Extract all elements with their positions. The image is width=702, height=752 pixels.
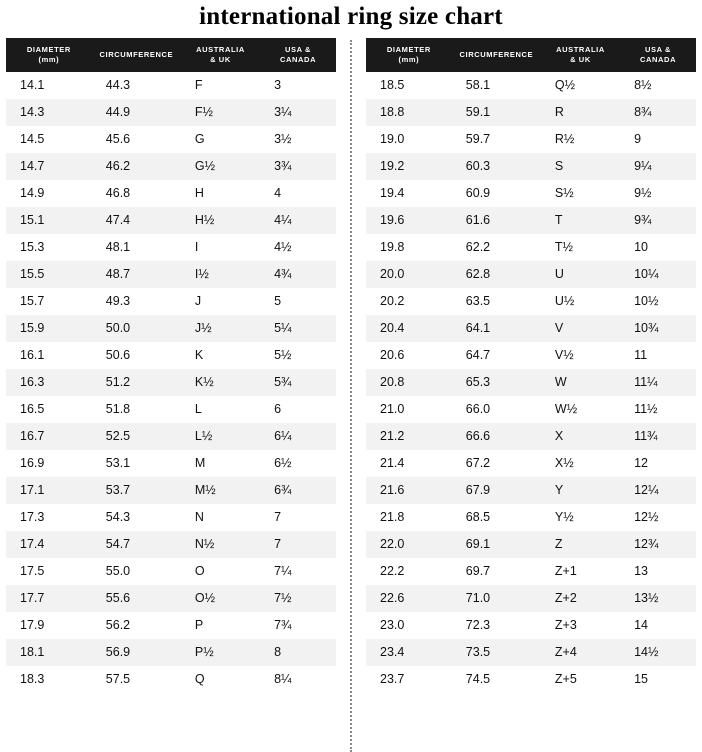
cell-circumference: 51.8 bbox=[92, 396, 181, 423]
cell-australia-uk: U½ bbox=[541, 288, 620, 315]
column-header-australia-uk-line1: AUSTRALIA bbox=[556, 45, 605, 54]
cell-australia-uk: U bbox=[541, 261, 620, 288]
cell-circumference: 54.7 bbox=[92, 531, 181, 558]
cell-circumference: 45.6 bbox=[92, 126, 181, 153]
right-table-body bbox=[366, 72, 696, 693]
right-table-header bbox=[366, 38, 696, 72]
table-row bbox=[6, 72, 336, 99]
cell-diameter: 16.7 bbox=[6, 423, 92, 450]
cell-circumference: 48.1 bbox=[92, 234, 181, 261]
cell-australia-uk: V½ bbox=[541, 342, 620, 369]
cell-australia-uk: X½ bbox=[541, 450, 620, 477]
column-header-usa-canada bbox=[620, 38, 696, 72]
cell-australia-uk: P bbox=[181, 612, 260, 639]
table-row bbox=[6, 369, 336, 396]
cell-australia-uk: S½ bbox=[541, 180, 620, 207]
cell-usa-canada: 6¾ bbox=[260, 477, 336, 504]
cell-australia-uk: K bbox=[181, 342, 260, 369]
cell-circumference: 61.6 bbox=[452, 207, 541, 234]
cell-usa-canada: 15 bbox=[620, 666, 696, 693]
table-row bbox=[366, 558, 696, 585]
cell-australia-uk: I½ bbox=[181, 261, 260, 288]
cell-diameter: 14.9 bbox=[6, 180, 92, 207]
cell-usa-canada: 7¾ bbox=[260, 612, 336, 639]
cell-usa-canada: 5 bbox=[260, 288, 336, 315]
cell-circumference: 63.5 bbox=[452, 288, 541, 315]
cell-circumference: 47.4 bbox=[92, 207, 181, 234]
cell-usa-canada: 12¼ bbox=[620, 477, 696, 504]
cell-circumference: 52.5 bbox=[92, 423, 181, 450]
cell-diameter: 19.2 bbox=[366, 153, 452, 180]
cell-usa-canada: 10¾ bbox=[620, 315, 696, 342]
vertical-dotted-divider bbox=[347, 40, 355, 752]
cell-circumference: 56.2 bbox=[92, 612, 181, 639]
cell-usa-canada: 8 bbox=[260, 639, 336, 666]
table-row bbox=[366, 423, 696, 450]
cell-circumference: 44.3 bbox=[92, 72, 181, 99]
cell-circumference: 49.3 bbox=[92, 288, 181, 315]
table-row bbox=[366, 504, 696, 531]
cell-circumference: 59.1 bbox=[452, 99, 541, 126]
table-row bbox=[6, 342, 336, 369]
cell-australia-uk: G½ bbox=[181, 153, 260, 180]
cell-usa-canada: 3 bbox=[260, 72, 336, 99]
cell-usa-canada: 10½ bbox=[620, 288, 696, 315]
table-row bbox=[366, 261, 696, 288]
cell-circumference: 62.8 bbox=[452, 261, 541, 288]
cell-usa-canada: 3¾ bbox=[260, 153, 336, 180]
column-header-usa-canada-line1: USA & bbox=[285, 45, 312, 54]
header-row bbox=[6, 38, 336, 72]
table-row bbox=[6, 261, 336, 288]
cell-usa-canada: 11 bbox=[620, 342, 696, 369]
table-row bbox=[366, 315, 696, 342]
table-row bbox=[366, 450, 696, 477]
table-row bbox=[366, 234, 696, 261]
cell-diameter: 15.5 bbox=[6, 261, 92, 288]
cell-diameter: 15.1 bbox=[6, 207, 92, 234]
cell-australia-uk: T½ bbox=[541, 234, 620, 261]
cell-usa-canada: 11¾ bbox=[620, 423, 696, 450]
cell-usa-canada: 13½ bbox=[620, 585, 696, 612]
cell-usa-canada: 4 bbox=[260, 180, 336, 207]
cell-diameter: 17.4 bbox=[6, 531, 92, 558]
cell-australia-uk: V bbox=[541, 315, 620, 342]
cell-circumference: 72.3 bbox=[452, 612, 541, 639]
cell-australia-uk: S bbox=[541, 153, 620, 180]
cell-diameter: 14.1 bbox=[6, 72, 92, 99]
cell-australia-uk: Z+3 bbox=[541, 612, 620, 639]
cell-australia-uk: Z+5 bbox=[541, 666, 620, 693]
cell-diameter: 17.9 bbox=[6, 612, 92, 639]
cell-australia-uk: R½ bbox=[541, 126, 620, 153]
cell-diameter: 22.6 bbox=[366, 585, 452, 612]
table-row bbox=[366, 585, 696, 612]
cell-usa-canada: 7¼ bbox=[260, 558, 336, 585]
table-row bbox=[6, 288, 336, 315]
cell-australia-uk: F bbox=[181, 72, 260, 99]
ring-size-table-left bbox=[6, 38, 336, 693]
cell-diameter: 21.6 bbox=[366, 477, 452, 504]
cell-australia-uk: Q½ bbox=[541, 72, 620, 99]
table-row bbox=[6, 180, 336, 207]
cell-australia-uk: Y bbox=[541, 477, 620, 504]
table-row bbox=[366, 396, 696, 423]
cell-usa-canada: 6 bbox=[260, 396, 336, 423]
cell-circumference: 68.5 bbox=[452, 504, 541, 531]
cell-diameter: 21.8 bbox=[366, 504, 452, 531]
cell-diameter: 18.5 bbox=[366, 72, 452, 99]
cell-australia-uk: X bbox=[541, 423, 620, 450]
cell-australia-uk: N bbox=[181, 504, 260, 531]
column-header-australia-uk-line2: & UK bbox=[570, 55, 591, 64]
column-header-usa-canada-line2: CANADA bbox=[639, 55, 677, 64]
column-header-diameter-line2: (mm) bbox=[38, 55, 60, 64]
cell-australia-uk: H bbox=[181, 180, 260, 207]
cell-usa-canada: 8¼ bbox=[260, 666, 336, 693]
cell-diameter: 20.8 bbox=[366, 369, 452, 396]
cell-australia-uk: F½ bbox=[181, 99, 260, 126]
cell-australia-uk: I bbox=[181, 234, 260, 261]
table-row bbox=[366, 207, 696, 234]
cell-usa-canada: 9¾ bbox=[620, 207, 696, 234]
cell-diameter: 19.8 bbox=[366, 234, 452, 261]
cell-circumference: 56.9 bbox=[92, 639, 181, 666]
cell-usa-canada: 11¼ bbox=[620, 369, 696, 396]
cell-diameter: 14.7 bbox=[6, 153, 92, 180]
table-row bbox=[366, 126, 696, 153]
column-header-diameter bbox=[6, 38, 92, 72]
table-row bbox=[6, 450, 336, 477]
table-row bbox=[366, 477, 696, 504]
table-row bbox=[6, 639, 336, 666]
cell-diameter: 16.3 bbox=[6, 369, 92, 396]
cell-usa-canada: 13 bbox=[620, 558, 696, 585]
cell-usa-canada: 14½ bbox=[620, 639, 696, 666]
dotted-line bbox=[350, 40, 352, 752]
cell-circumference: 50.6 bbox=[92, 342, 181, 369]
cell-diameter: 21.0 bbox=[366, 396, 452, 423]
cell-usa-canada: 3¼ bbox=[260, 99, 336, 126]
column-header-usa-canada bbox=[260, 38, 336, 72]
cell-usa-canada: 9½ bbox=[620, 180, 696, 207]
column-header-australia-uk-line1: AUSTRALIA bbox=[196, 45, 245, 54]
cell-australia-uk: W bbox=[541, 369, 620, 396]
column-header-australia-uk bbox=[541, 38, 620, 72]
cell-usa-canada: 6½ bbox=[260, 450, 336, 477]
cell-australia-uk: N½ bbox=[181, 531, 260, 558]
cell-usa-canada: 7½ bbox=[260, 585, 336, 612]
cell-circumference: 54.3 bbox=[92, 504, 181, 531]
cell-circumference: 74.5 bbox=[452, 666, 541, 693]
table-row bbox=[366, 612, 696, 639]
cell-diameter: 18.1 bbox=[6, 639, 92, 666]
cell-circumference: 64.1 bbox=[452, 315, 541, 342]
table-row bbox=[6, 585, 336, 612]
cell-diameter: 14.3 bbox=[6, 99, 92, 126]
cell-circumference: 55.0 bbox=[92, 558, 181, 585]
cell-diameter: 20.4 bbox=[366, 315, 452, 342]
table-row bbox=[6, 234, 336, 261]
cell-australia-uk: M½ bbox=[181, 477, 260, 504]
table-row bbox=[6, 666, 336, 693]
cell-diameter: 16.9 bbox=[6, 450, 92, 477]
cell-diameter: 22.2 bbox=[366, 558, 452, 585]
cell-diameter: 19.6 bbox=[366, 207, 452, 234]
cell-circumference: 53.7 bbox=[92, 477, 181, 504]
cell-circumference: 50.0 bbox=[92, 315, 181, 342]
table-row bbox=[366, 639, 696, 666]
cell-usa-canada: 3½ bbox=[260, 126, 336, 153]
cell-usa-canada: 4½ bbox=[260, 234, 336, 261]
cell-australia-uk: P½ bbox=[181, 639, 260, 666]
cell-usa-canada: 5½ bbox=[260, 342, 336, 369]
cell-australia-uk: O½ bbox=[181, 585, 260, 612]
cell-diameter: 17.3 bbox=[6, 504, 92, 531]
cell-usa-canada: 11½ bbox=[620, 396, 696, 423]
cell-usa-canada: 4¼ bbox=[260, 207, 336, 234]
right-table-wrapper bbox=[366, 38, 696, 693]
cell-diameter: 17.7 bbox=[6, 585, 92, 612]
cell-australia-uk: Z+1 bbox=[541, 558, 620, 585]
cell-australia-uk: Z+4 bbox=[541, 639, 620, 666]
cell-usa-canada: 6¼ bbox=[260, 423, 336, 450]
cell-usa-canada: 5¾ bbox=[260, 369, 336, 396]
cell-circumference: 66.0 bbox=[452, 396, 541, 423]
cell-diameter: 23.7 bbox=[366, 666, 452, 693]
cell-circumference: 66.6 bbox=[452, 423, 541, 450]
cell-diameter: 17.5 bbox=[6, 558, 92, 585]
cell-circumference: 60.3 bbox=[452, 153, 541, 180]
table-row bbox=[366, 531, 696, 558]
table-row bbox=[366, 99, 696, 126]
cell-australia-uk: R bbox=[541, 99, 620, 126]
cell-diameter: 18.8 bbox=[366, 99, 452, 126]
cell-circumference: 62.2 bbox=[452, 234, 541, 261]
cell-circumference: 46.2 bbox=[92, 153, 181, 180]
table-row bbox=[6, 612, 336, 639]
cell-diameter: 22.0 bbox=[366, 531, 452, 558]
cell-circumference: 67.2 bbox=[452, 450, 541, 477]
cell-diameter: 19.4 bbox=[366, 180, 452, 207]
cell-circumference: 53.1 bbox=[92, 450, 181, 477]
cell-circumference: 48.7 bbox=[92, 261, 181, 288]
cell-usa-canada: 12 bbox=[620, 450, 696, 477]
cell-circumference: 73.5 bbox=[452, 639, 541, 666]
cell-australia-uk: Z+2 bbox=[541, 585, 620, 612]
cell-usa-canada: 5¼ bbox=[260, 315, 336, 342]
cell-circumference: 69.1 bbox=[452, 531, 541, 558]
cell-diameter: 17.1 bbox=[6, 477, 92, 504]
page-title: international ring size chart bbox=[199, 3, 503, 30]
cell-usa-canada: 12½ bbox=[620, 504, 696, 531]
cell-diameter: 15.7 bbox=[6, 288, 92, 315]
cell-diameter: 14.5 bbox=[6, 126, 92, 153]
cell-circumference: 65.3 bbox=[452, 369, 541, 396]
cell-diameter: 16.1 bbox=[6, 342, 92, 369]
column-header-diameter-line2: (mm) bbox=[398, 55, 420, 64]
table-row bbox=[6, 396, 336, 423]
cell-circumference: 46.8 bbox=[92, 180, 181, 207]
table-row bbox=[366, 288, 696, 315]
cell-circumference: 60.9 bbox=[452, 180, 541, 207]
cell-usa-canada: 7 bbox=[260, 531, 336, 558]
header-row bbox=[366, 38, 696, 72]
table-row bbox=[6, 315, 336, 342]
cell-australia-uk: Q bbox=[181, 666, 260, 693]
column-header-usa-canada-line1: USA & bbox=[645, 45, 672, 54]
table-row bbox=[6, 153, 336, 180]
cell-diameter: 20.2 bbox=[366, 288, 452, 315]
cell-usa-canada: 8¾ bbox=[620, 99, 696, 126]
cell-diameter: 21.4 bbox=[366, 450, 452, 477]
column-header-australia-uk bbox=[181, 38, 260, 72]
cell-circumference: 59.7 bbox=[452, 126, 541, 153]
left-table-header bbox=[6, 38, 336, 72]
cell-australia-uk: W½ bbox=[541, 396, 620, 423]
cell-australia-uk: M bbox=[181, 450, 260, 477]
column-header-usa-canada-line2: CANADA bbox=[279, 55, 317, 64]
cell-usa-canada: 4¾ bbox=[260, 261, 336, 288]
cell-diameter: 20.0 bbox=[366, 261, 452, 288]
cell-diameter: 23.0 bbox=[366, 612, 452, 639]
cell-australia-uk: J bbox=[181, 288, 260, 315]
table-row bbox=[6, 477, 336, 504]
cell-circumference: 67.9 bbox=[452, 477, 541, 504]
cell-australia-uk: H½ bbox=[181, 207, 260, 234]
cell-diameter: 21.2 bbox=[366, 423, 452, 450]
table-row bbox=[6, 126, 336, 153]
cell-usa-canada: 9 bbox=[620, 126, 696, 153]
ring-size-chart-page bbox=[0, 2, 702, 749]
cell-australia-uk: J½ bbox=[181, 315, 260, 342]
table-row bbox=[366, 342, 696, 369]
cell-australia-uk: K½ bbox=[181, 369, 260, 396]
table-row bbox=[366, 180, 696, 207]
cell-diameter: 18.3 bbox=[6, 666, 92, 693]
table-row bbox=[6, 423, 336, 450]
table-row bbox=[366, 153, 696, 180]
cell-circumference: 51.2 bbox=[92, 369, 181, 396]
cell-australia-uk: O bbox=[181, 558, 260, 585]
column-header-australia-uk-line2: & UK bbox=[210, 55, 231, 64]
column-header-diameter-line1: DIAMETER bbox=[386, 45, 431, 54]
cell-diameter: 15.3 bbox=[6, 234, 92, 261]
cell-circumference: 71.0 bbox=[452, 585, 541, 612]
table-row bbox=[6, 558, 336, 585]
column-header-diameter bbox=[366, 38, 452, 72]
cell-diameter: 23.4 bbox=[366, 639, 452, 666]
table-row bbox=[6, 504, 336, 531]
cell-australia-uk: G bbox=[181, 126, 260, 153]
left-table-body bbox=[6, 72, 336, 693]
table-row bbox=[366, 666, 696, 693]
cell-usa-canada: 10 bbox=[620, 234, 696, 261]
column-header-circumference-line1: CIRCUMFERENCE bbox=[459, 50, 534, 59]
column-header-diameter-line1: DIAMETER bbox=[26, 45, 71, 54]
table-row bbox=[6, 99, 336, 126]
cell-australia-uk: T bbox=[541, 207, 620, 234]
cell-circumference: 58.1 bbox=[452, 72, 541, 99]
cell-australia-uk: Z bbox=[541, 531, 620, 558]
cell-usa-canada: 9¼ bbox=[620, 153, 696, 180]
table-row bbox=[6, 207, 336, 234]
cell-usa-canada: 8½ bbox=[620, 72, 696, 99]
cell-usa-canada: 10¼ bbox=[620, 261, 696, 288]
cell-usa-canada: 12¾ bbox=[620, 531, 696, 558]
table-row bbox=[6, 531, 336, 558]
cell-australia-uk: L½ bbox=[181, 423, 260, 450]
table-row bbox=[366, 369, 696, 396]
cell-circumference: 57.5 bbox=[92, 666, 181, 693]
cell-diameter: 15.9 bbox=[6, 315, 92, 342]
tables-container bbox=[0, 38, 702, 752]
cell-diameter: 19.0 bbox=[366, 126, 452, 153]
ring-size-table-right bbox=[366, 38, 696, 693]
cell-circumference: 44.9 bbox=[92, 99, 181, 126]
cell-diameter: 16.5 bbox=[6, 396, 92, 423]
cell-australia-uk: L bbox=[181, 396, 260, 423]
cell-diameter: 20.6 bbox=[366, 342, 452, 369]
column-header-circumference bbox=[92, 38, 181, 72]
cell-circumference: 64.7 bbox=[452, 342, 541, 369]
cell-usa-canada: 7 bbox=[260, 504, 336, 531]
cell-australia-uk: Y½ bbox=[541, 504, 620, 531]
table-row bbox=[366, 72, 696, 99]
cell-circumference: 55.6 bbox=[92, 585, 181, 612]
cell-circumference: 69.7 bbox=[452, 558, 541, 585]
column-header-circumference bbox=[452, 38, 541, 72]
column-header-circumference-line1: CIRCUMFERENCE bbox=[99, 50, 174, 59]
cell-usa-canada: 14 bbox=[620, 612, 696, 639]
left-table-wrapper bbox=[6, 38, 336, 693]
